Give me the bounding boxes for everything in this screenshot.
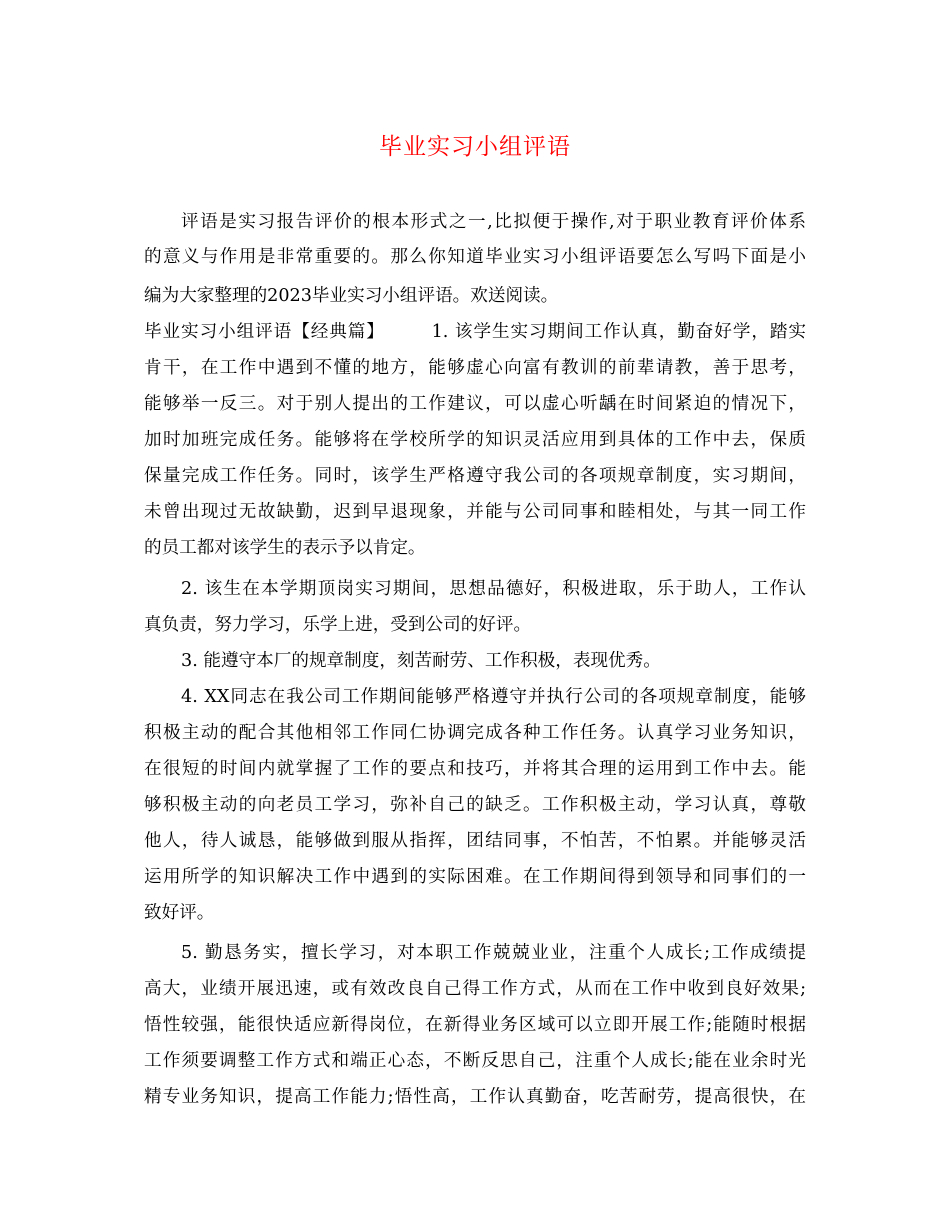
paragraph-line: 真负责，努力学习，乐学上进，受到公司的好评。 bbox=[144, 615, 532, 635]
paragraph-line: 毕业实习小组评语【经典篇】 1. 该学生实习期间工作认真，勤奋好学，踏实 bbox=[144, 322, 806, 342]
paragraph-line: 够积极主动的向老员工学习，弥补自己的缺乏。工作积极主动，学习认真，尊敬 bbox=[144, 795, 806, 815]
paragraph-line: 未曾出现过无故缺勤，迟到早退现象，并能与公司同事和睦相处，与其一同工作 bbox=[144, 502, 806, 522]
paragraph-line: 工作须要调整工作方式和端正心态，不断反思自己，注重个人成长;能在业余时光 bbox=[144, 1051, 806, 1071]
paragraph-line: 的员工都对该学生的表示予以肯定。 bbox=[144, 538, 426, 558]
paragraph-line: 在很短的时间内就掌握了工作的要点和技巧，并将其合理的运用到工作中去。能 bbox=[144, 759, 806, 779]
paragraph-line: 高大，业绩开展迅速，或有效改良自己得工作方式，从而在工作中收到良好效果; bbox=[144, 979, 806, 999]
paragraph-line: 评语是实习报告评价的根本形式之一,比拟便于操作,对于职业教育评价体系 bbox=[181, 212, 806, 232]
paragraph-line: 4. XX同志在我公司工作期间能够严格遵守并执行公司的各项规章制度，能够 bbox=[181, 687, 806, 707]
document-title: 毕业实习小组评语 bbox=[379, 134, 571, 160]
paragraph-line: 悟性较强，能很快适应新得岗位，在新得业务区域可以立即开展工作;能随时根据 bbox=[144, 1015, 806, 1035]
paragraph-line: 3. 能遵守本厂的规章制度，刻苦耐劳、工作积极，表现优秀。 bbox=[181, 651, 661, 671]
paragraph-line: 积极主动的配合其他相邻工作同仁协调完成各种工作任务。认真学习业务知识， bbox=[144, 723, 806, 743]
paragraph-line: 肯干，在工作中遇到不懂的地方，能够虚心向富有教训的前辈请教，善于思考， bbox=[144, 358, 806, 378]
paragraph-line: 保量完成工作任务。同时，该学生严格遵守我公司的各项规章制度，实习期间， bbox=[144, 466, 806, 486]
paragraph-line: 5. 勤恳务实，擅长学习，对本职工作兢兢业业，注重个人成长;工作成绩提 bbox=[181, 943, 806, 963]
paragraph-line: 致好评。 bbox=[144, 903, 215, 923]
paragraph-line: 精专业务知识，提高工作能力;悟性高，工作认真勤奋，吃苦耐劳，提高很快，在 bbox=[144, 1087, 806, 1107]
paragraph-line: 运用所学的知识解决工作中遇到的实际困难。在工作期间得到领导和同事们的一 bbox=[144, 867, 806, 887]
paragraph-line: 他人，待人诚恳，能够做到服从指挥，团结同事，不怕苦，不怕累。并能够灵活 bbox=[144, 831, 806, 851]
paragraph-line: 的意义与作用是非常重要的。那么你知道毕业实习小组评语要怎么写吗下面是小 bbox=[144, 247, 806, 267]
paragraph-line: 2. 该生在本学期顶岗实习期间，思想品德好，积极进取，乐于助人，工作认 bbox=[181, 579, 806, 599]
paragraph-line: 能够举一反三。对于别人提出的工作建议，可以虚心听龋在时间紧迫的情况下， bbox=[144, 394, 806, 414]
paragraph-line: 加时加班完成任务。能够将在学校所学的知识灵活应用到具体的工作中去，保质 bbox=[144, 430, 806, 450]
paragraph-line: 编为大家整理的2023毕业实习小组评语。欢送阅读。 bbox=[144, 286, 559, 306]
